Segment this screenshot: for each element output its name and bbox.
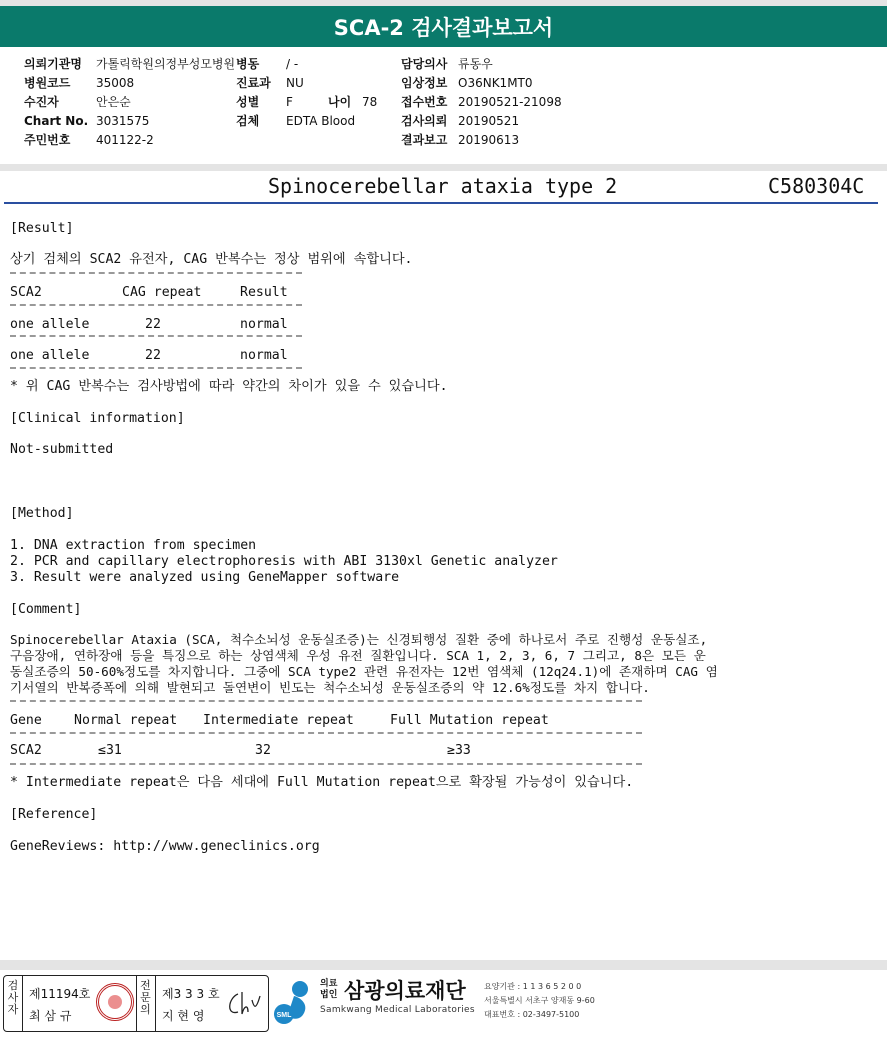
label-sex: 성별 bbox=[236, 95, 260, 109]
label-age: 나이 bbox=[328, 95, 352, 109]
divider bbox=[10, 304, 302, 306]
label-clinical-info: 임상정보 bbox=[401, 76, 448, 90]
label-receipt-no: 접수번호 bbox=[401, 95, 448, 109]
label-tester: 검사자 bbox=[7, 979, 19, 1016]
org-code: 요양기관 : 1 1 3 6 5 2 0 0 bbox=[484, 982, 582, 991]
method-heading: [Method] bbox=[10, 506, 74, 521]
result-row-2-result: normal bbox=[240, 348, 288, 363]
method-line-3: 3. Result were analyzed using GeneMapper software bbox=[10, 570, 400, 585]
clinical-text: Not-submitted bbox=[10, 442, 114, 457]
value-receipt-no: 20190521-21098 bbox=[458, 94, 562, 109]
org-address: 서울특별시 서초구 양재동 9-60 bbox=[484, 996, 595, 1005]
comment-line-4: 기서열의 반복증폭에 의해 발현되고 돌연변이 빈도는 척수소뇌성 운동실조증의 약 12.6%정도를 차지 합니다. bbox=[10, 680, 650, 695]
result-row-2-allele: one allele bbox=[10, 348, 90, 363]
repeat-row-intermediate: 32 bbox=[255, 743, 271, 758]
seal-stamp bbox=[96, 983, 134, 1021]
method-line-2: 2. PCR and capillary electrophoresis with ABI 3130xl Genetic analyzer bbox=[10, 554, 558, 569]
repeat-note: * Intermediate repeat은 다음 세대에 Full Mutation repeat으로 확장될 가능성이 있습니다. bbox=[10, 775, 634, 790]
value-resident-no: 401122-2 bbox=[96, 132, 154, 147]
label-department: 진료과 bbox=[236, 76, 271, 90]
divider bbox=[10, 272, 302, 274]
result-table-header-gene: SCA2 bbox=[10, 285, 42, 300]
label-request-date: 검사의뢰 bbox=[401, 114, 448, 128]
divider bbox=[10, 700, 642, 702]
divider bbox=[10, 732, 642, 734]
org-phone: 대표번호 : 02-3497-5100 bbox=[484, 1010, 580, 1019]
comment-line-3: 동실조증의 50-60%정도를 차지합니다. 그중에 SCA type2 관련 유전자는 12번 염색체 (12q24.1)에 존재하며 CAG 염 bbox=[10, 664, 718, 679]
repeat-row-normal: ≤31 bbox=[98, 743, 122, 758]
repeat-header-gene: Gene bbox=[10, 713, 42, 728]
title-rule bbox=[4, 202, 878, 204]
report-title: SCA-2 검사결과보고서 bbox=[333, 15, 554, 40]
label-ward: 병동 bbox=[236, 57, 260, 71]
result-row-2-cag: 22 bbox=[145, 348, 161, 363]
value-requesting-org: 가톨릭학원의정부성모병원 bbox=[96, 57, 236, 71]
value-patient-name: 안은순 bbox=[96, 95, 131, 109]
org-english-name: Samkwang Medical Laboratories bbox=[320, 1005, 475, 1015]
result-note: * 위 CAG 반복수는 검사방법에 따라 약간의 차이가 있을 수 있습니다. bbox=[10, 379, 448, 394]
patient-info-col3 bbox=[401, 54, 562, 149]
clinical-heading: [Clinical information] bbox=[10, 411, 185, 426]
logo-text: SML bbox=[276, 1012, 292, 1019]
result-text: 상기 검체의 SCA2 유전자, CAG 반복수는 정상 범위에 속합니다. bbox=[10, 252, 413, 267]
label-report-date: 결과보고 bbox=[401, 133, 448, 147]
org-name: 삼광의료재단 bbox=[344, 979, 466, 1003]
result-row-1-allele: one allele bbox=[10, 317, 90, 332]
patient-info-col1 bbox=[24, 54, 235, 149]
divider bbox=[10, 763, 642, 765]
signature-box bbox=[3, 975, 269, 1032]
result-table-header-cag: CAG repeat bbox=[122, 285, 202, 300]
result-heading: [Result] bbox=[10, 221, 74, 236]
value-specimen: EDTA Blood bbox=[286, 113, 356, 128]
specialist-license: 제3 3 3 호 bbox=[162, 987, 220, 1001]
label-resident-no: 주민번호 bbox=[24, 133, 71, 147]
repeat-header-intermediate: Intermediate repeat bbox=[203, 713, 354, 728]
test-name: Spinocerebellar ataxia type 2 bbox=[268, 174, 618, 198]
comment-heading: [Comment] bbox=[10, 602, 82, 617]
divider bbox=[155, 976, 156, 1031]
reference-text: GeneReviews: http://www.geneclinics.org bbox=[10, 839, 320, 854]
value-doctor: 류동우 bbox=[458, 57, 493, 71]
specialist-name: 지 현 영 bbox=[162, 1009, 205, 1023]
repeat-header-normal: Normal repeat bbox=[74, 713, 178, 728]
header-separator bbox=[0, 164, 887, 171]
value-ward: / - bbox=[286, 56, 299, 71]
patient-info-col2 bbox=[236, 54, 377, 130]
label-patient-name: 수진자 bbox=[24, 95, 59, 109]
value-clinical-info: O36NK1MT0 bbox=[458, 75, 533, 90]
tester-name: 최 삼 규 bbox=[29, 1009, 72, 1023]
label-hospital-code: 병원코드 bbox=[24, 76, 71, 90]
result-table-header-result: Result bbox=[240, 285, 288, 300]
label-specialist: 전문의 bbox=[140, 979, 151, 1016]
footer-separator bbox=[0, 960, 887, 970]
value-sex: F bbox=[286, 94, 293, 109]
signature-icon bbox=[224, 986, 264, 1020]
comment-line-1: Spinocerebellar Ataxia (SCA, 척수소뇌성 운동실조증)는 신경퇴행성 질환 중에 하나로서 주로 진행성 운동실조, bbox=[10, 632, 708, 647]
value-report-date: 20190613 bbox=[458, 132, 520, 147]
divider bbox=[136, 976, 137, 1031]
divider bbox=[10, 367, 302, 369]
repeat-row-full: ≥33 bbox=[447, 743, 471, 758]
result-row-1-result: normal bbox=[240, 317, 288, 332]
report-title-bar bbox=[0, 6, 887, 47]
label-specimen: 검체 bbox=[236, 114, 260, 128]
value-chart-no: 3031575 bbox=[96, 113, 150, 128]
result-row-1-cag: 22 bbox=[145, 317, 161, 332]
divider bbox=[22, 976, 23, 1031]
reference-heading: [Reference] bbox=[10, 807, 98, 822]
tester-license: 제11194호 bbox=[29, 987, 91, 1001]
value-age: 78 bbox=[362, 94, 378, 109]
value-hospital-code: 35008 bbox=[96, 75, 135, 90]
label-chart-no: Chart No. bbox=[24, 113, 89, 128]
label-requesting-org: 의뢰기관명 bbox=[24, 57, 82, 71]
test-code: C580304C bbox=[768, 174, 865, 198]
sml-logo-icon bbox=[272, 978, 317, 1026]
divider bbox=[10, 335, 302, 337]
label-doctor: 담당의사 bbox=[401, 57, 448, 71]
org-type: 의료법인 bbox=[320, 979, 338, 1000]
value-request-date: 20190521 bbox=[458, 113, 520, 128]
repeat-row-gene: SCA2 bbox=[10, 743, 42, 758]
method-line-1: 1. DNA extraction from specimen bbox=[10, 538, 257, 553]
repeat-header-full: Full Mutation repeat bbox=[390, 713, 549, 728]
value-department: NU bbox=[286, 75, 304, 90]
comment-line-2: 구음장애, 연하장애 등을 특징으로 하는 상염색체 우성 유전 질환입니다. SCA 1, 2, 3, 6, 7 그리고, 8은 모든 운 bbox=[10, 648, 706, 663]
